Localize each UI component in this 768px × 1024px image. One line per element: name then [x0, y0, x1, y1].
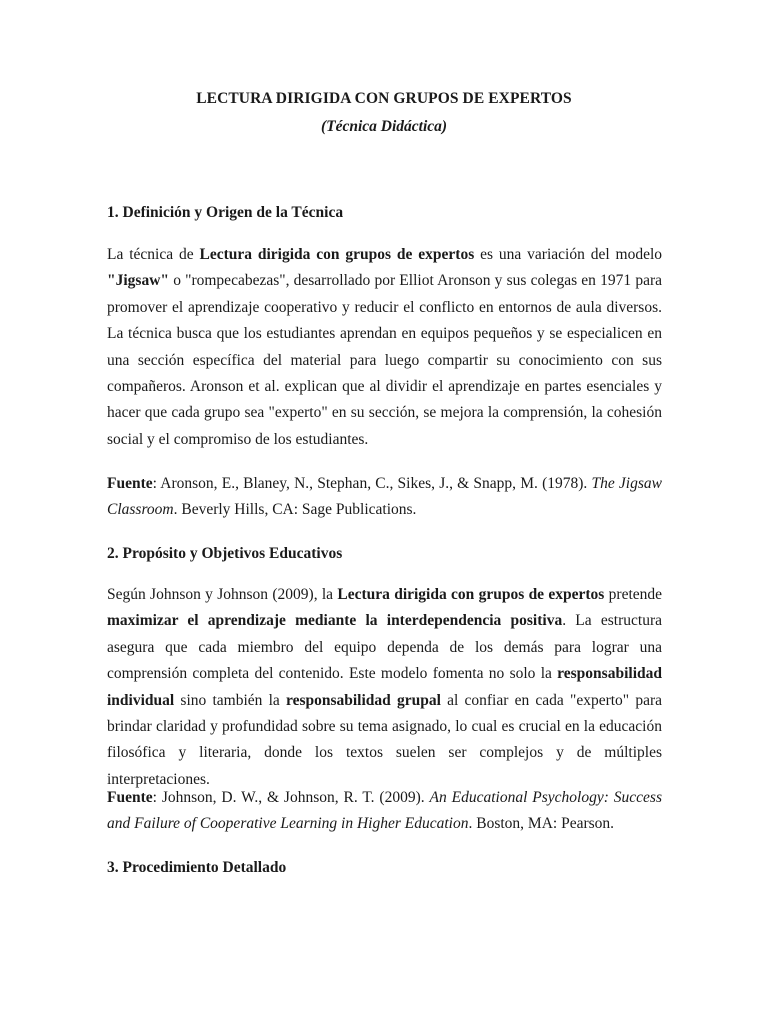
source-title: An Educational Psychology: Success and Failure of Cooperative Learning in Higher Education [107, 789, 662, 833]
source-text: : Johnson, D. W., & Johnson, R. T. (2009). [152, 789, 430, 806]
section-2-heading: 2. Propósito y Objetivos Educativos [107, 545, 343, 562]
source-text: : Aronson, E., Blaney, N., Stephan, C., Sikes, J., & Snapp, M. (1978). [152, 475, 592, 492]
section-1-paragraph [107, 242, 662, 453]
source-label: Fuente [107, 475, 153, 492]
document-title: LECTURA DIRIGIDA CON GRUPOS DE EXPERTOS [196, 90, 572, 107]
text-run: es una variación del modelo [474, 246, 663, 263]
text-run: La técnica de [107, 246, 200, 263]
bold-term: "Jigsaw" [107, 272, 169, 290]
section-1-heading: 1. Definición y Origen de la Técnica [107, 204, 344, 221]
section-3-heading: 3. Procedimiento Detallado [107, 859, 287, 876]
source-tail: . Boston, MA: Pearson. [468, 815, 615, 833]
bold-term: responsabilidad grupal [285, 691, 441, 709]
bold-term: Lectura dirigida con grupos de expertos [337, 586, 605, 603]
text-run: al confiar en cada "experto" para brindar claridad y profundidad sobre su tema asignado, lo cual es crucial en la educación filosófica y literaria, donde los textos suelen ser complejos y de múltiples interpretaciones. [107, 691, 663, 788]
bold-term: Lectura dirigida con grupos de expertos [199, 246, 475, 263]
text-run: o "rompecabezas", desarrollado por Elliot Aronson y sus colegas en 1971 para promover el aprendizaje cooperativo y reducir el conflicto en entornos de aula diversos. La técnica busca que los estudiantes aprendan en equipos pequeños y se especialicen en una sección específica del material para luego compartir su conocimiento con sus compañeros. Aronson et al. explican que al dividir el aprendizaje en partes esenciales y hacer que cada grupo sea "experto" en su sección, se mejora la comprensión, la cohesión social y el compromiso de los estudiantes. [107, 272, 662, 448]
section-1-source [107, 471, 662, 524]
section-2-source [107, 785, 662, 838]
bold-term: maximizar el aprendizaje mediante la interdependencia positiva [107, 612, 563, 630]
text-run: sino también la [174, 691, 286, 709]
text-run: Según Johnson y Johnson (2009), la [107, 586, 338, 603]
text-run: pretende [604, 586, 663, 603]
source-label: Fuente [107, 789, 153, 806]
text-run: . La estructura asegura que cada miembro del equipo dependa de los demás para lograr una comprensión completa del contenido. Este modelo fomenta no solo la [107, 612, 662, 683]
source-tail: . Beverly Hills, CA: Sage Publications. [173, 501, 417, 519]
bold-term: responsabilidad individual [107, 665, 662, 709]
section-2-paragraph [107, 582, 662, 793]
source-title: The Jigsaw Classroom [107, 475, 662, 519]
document-subtitle: (Técnica Didáctica) [320, 118, 448, 135]
